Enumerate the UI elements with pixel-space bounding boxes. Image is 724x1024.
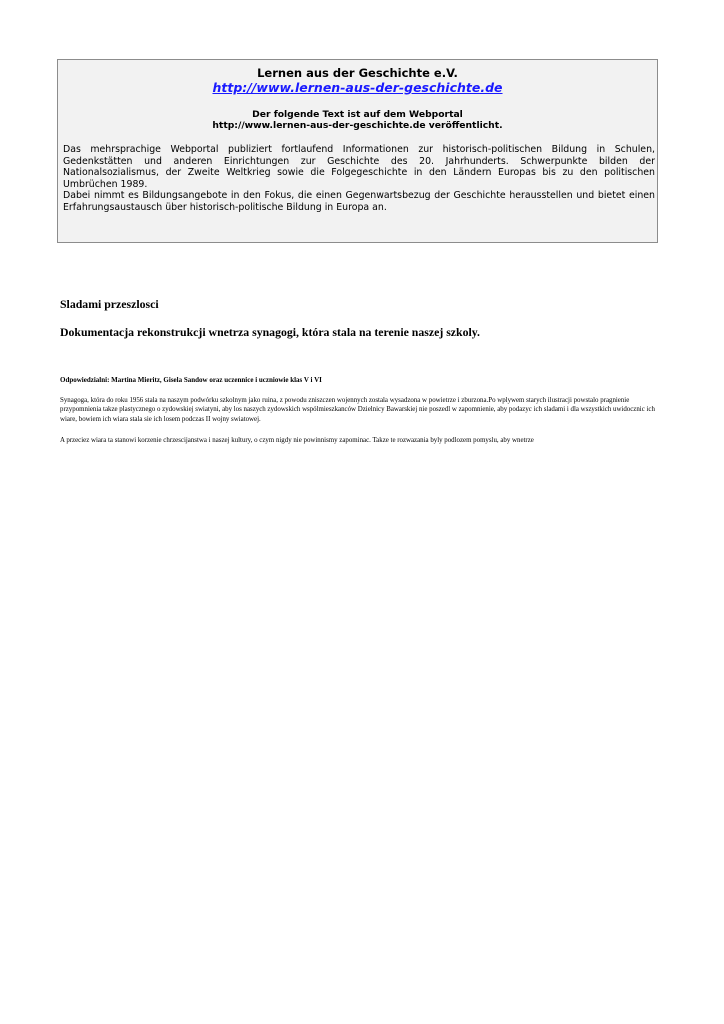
notice-line-1: Der folgende Text ist auf dem Webportal bbox=[252, 109, 463, 120]
document-subtitle: Dokumentacja rekonstrukcji wnetrza synagogi, która stala na terenie naszej szkoly. bbox=[60, 325, 480, 339]
portal-description-paragraph-2: Dabei nimmt es Bildungsangebote in den Fokus, die einen Gegenwartsbezug der Geschichte herausstellen und bietet einen Erfahrungsaustausch über historisch-politische Bildung in Europa an. bbox=[63, 190, 655, 213]
portal-description bbox=[63, 144, 655, 214]
notice-line-2: http://www.lernen-aus-der-geschichte.de veröffentlicht. bbox=[212, 120, 503, 131]
portal-notice-box bbox=[57, 59, 658, 243]
responsible-persons: Odpowiedzialni: Martina Mieritz, Gisela Sandow oraz uczennice i uczniowie klas V i VI bbox=[60, 376, 322, 384]
organization-name: Lernen aus der Geschichte e.V. bbox=[257, 66, 458, 80]
organization-link[interactable]: http://www.lernen-aus-der-geschichte.de bbox=[212, 80, 503, 95]
document-title: Sladami przeszlosci bbox=[60, 297, 159, 311]
portal-description-paragraph-1: Das mehrsprachige Webportal publiziert fortlaufend Informationen zur historisch-politischen Bildung in Schulen, Gedenkstätten und anderen Einrichtungen zur Geschichte des 20. Jahrhunderts. Schwerpunkte bilden der Nationalsozialismus, der Zweite Weltkrieg sowie die Folgegeschichte in den Ländern Europas bis zu den politischen Umbrüchen 1989. bbox=[63, 144, 655, 190]
body-paragraph-1: Synagoga, która do roku 1956 stala na naszym podwórku szkolnym jako ruina, z powodu zniszczen wojennych zostala wysadzona w powietrze i zburzona.Po wplywem starych ilustracji powstalo pragnienie przypomnienia takze plastycznego o zydowskiej swiatyni, aby los naszych zydowskich wspólmieszkanców Dzielnicy Bawarskiej nie poszedl w zapomnienie, aby podazyc ich sladami i dla wszystkich uwidocznic ich wiare, bowiem ich wiara stala sie ich losem podczas II wojny swiatowej. bbox=[60, 397, 655, 423]
body-paragraph-2: A przeciez wiara ta stanowi korzenie chrzescijanstwa i naszej kultury, o czym nigdy nie powinnismy zapominac. Takze te rozwazania byly podlozem pomyslu, aby wnetrze bbox=[60, 437, 534, 444]
